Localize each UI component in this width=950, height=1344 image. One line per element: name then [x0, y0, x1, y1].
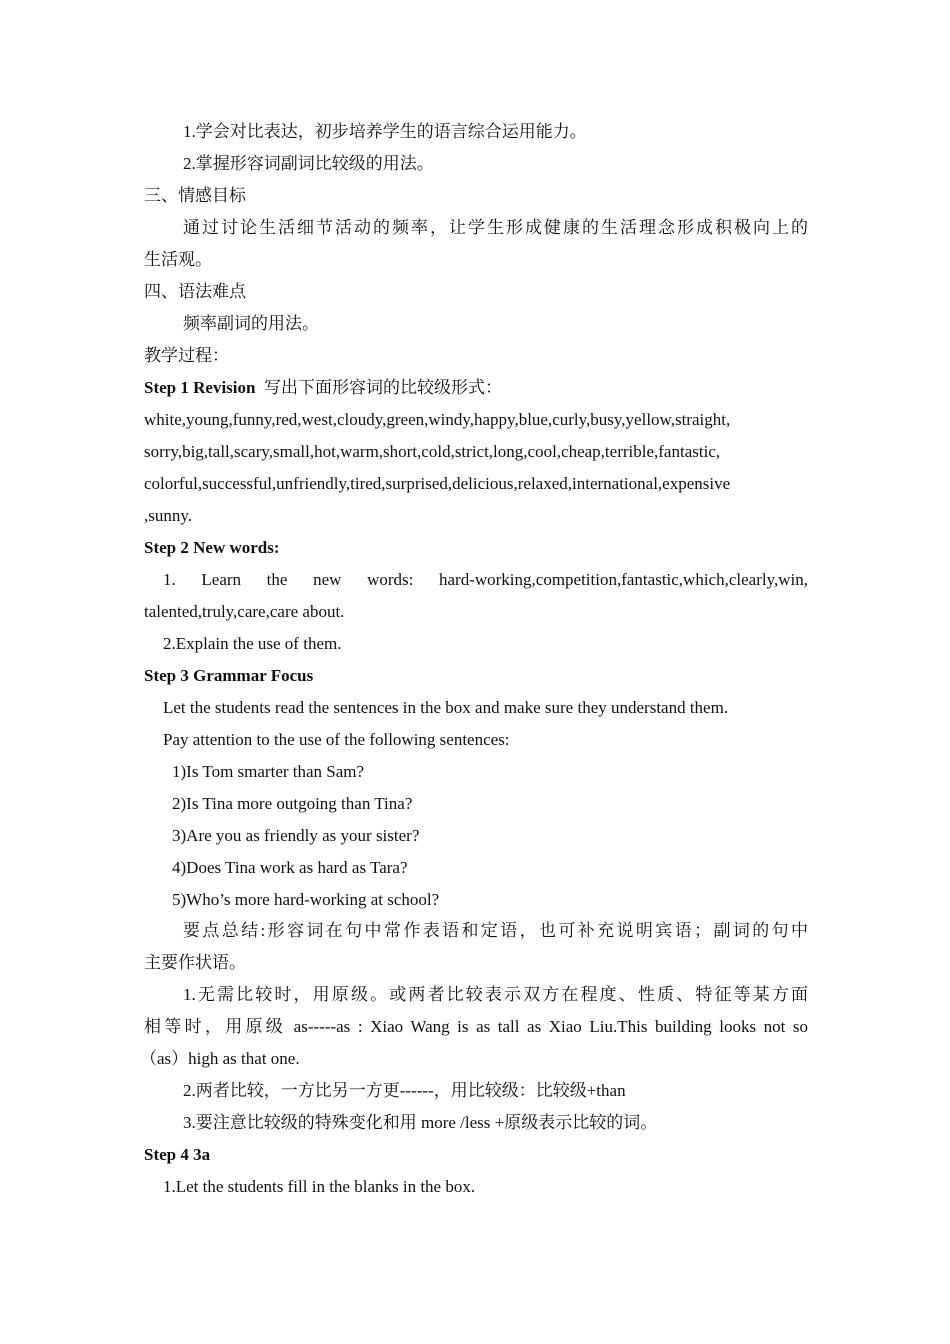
text-line: 频率副词的用法。: [183, 314, 319, 333]
text-line: talented,truly,care,care about.: [144, 602, 345, 621]
text-line: 1.学会对比表达，初步培养学生的语言综合运用能力。: [183, 122, 587, 141]
text-line: 1.无需比较时，用原级。或两者比较表示双方在程度、性质、特征等某方面: [183, 985, 808, 1004]
section-heading: 教学过程：: [144, 346, 229, 365]
text-line: white,young,funny,red,west,cloudy,green,windy,happy,blue,curly,busy,yellow,straight,: [144, 410, 731, 429]
step-heading: Step 1 Revision: [144, 378, 256, 397]
text-line: 2.Explain the use of them.: [163, 634, 342, 653]
text-line: 3.要注意比较级的特殊变化和用 more /less +原级表示比较的词。: [183, 1113, 658, 1132]
text-line: sorry,big,tall,scary,small,hot,warm,short,cold,strict,long,cool,cheap,terrible,fantastic,: [144, 442, 721, 461]
list-item: 4)Does Tina work as hard as Tara?: [172, 858, 408, 877]
text-line: 相等时，用原级 as-----as : Xiao Wang is as tall as Xiao Liu.This building looks not so: [144, 1017, 808, 1036]
text-line: 1.Let the students fill in the blanks in the box.: [163, 1177, 476, 1196]
list-item: 3)Are you as friendly as your sister?: [172, 826, 420, 845]
text-line: colorful,successful,unfriendly,tired,surprised,delicious,relaxed,international,expensive: [144, 474, 731, 493]
text-line: 2.两者比较，一方比另一方更------，用比较级：比较级+than: [183, 1081, 626, 1100]
text-line: 1. Learn the new words: hard-working,competition,fantastic,which,clearly,win,: [163, 570, 808, 589]
text-line: （as）high as that one.: [140, 1049, 300, 1068]
step-heading: Step 2 New words:: [144, 538, 280, 557]
step-heading: Step 3 Grammar Focus: [144, 666, 314, 685]
section-heading: 四、语法难点: [144, 282, 246, 301]
list-item: 1)Is Tom smarter than Sam?: [172, 762, 365, 781]
text-line: 2.掌握形容词副词比较级的用法。: [183, 154, 434, 173]
section-heading: 三、情感目标: [144, 186, 246, 205]
step-1-line: [144, 378, 808, 398]
text-line: 生活观。: [144, 250, 212, 269]
text-line: Pay attention to the use of the following sentences:: [163, 730, 510, 749]
step-instruction: 写出下面形容词的比较级形式：: [263, 378, 502, 397]
step-heading: Step 4 3a: [144, 1145, 211, 1164]
text-line: ,sunny.: [144, 506, 193, 525]
list-item: 2)Is Tina more outgoing than Tina?: [172, 794, 413, 813]
text-line: 通过讨论生活细节活动的频率，让学生形成健康的生活理念形成积极向上的: [183, 218, 808, 237]
text-line: 要点总结:形容词在句中常作表语和定语，也可补充说明宾语；副词的句中: [183, 921, 808, 940]
text-line: 主要作状语。: [144, 953, 246, 972]
text-line: Let the students read the sentences in the box and make sure they understand them.: [163, 698, 729, 717]
list-item: 5)Who’s more hard-working at school?: [172, 890, 440, 909]
